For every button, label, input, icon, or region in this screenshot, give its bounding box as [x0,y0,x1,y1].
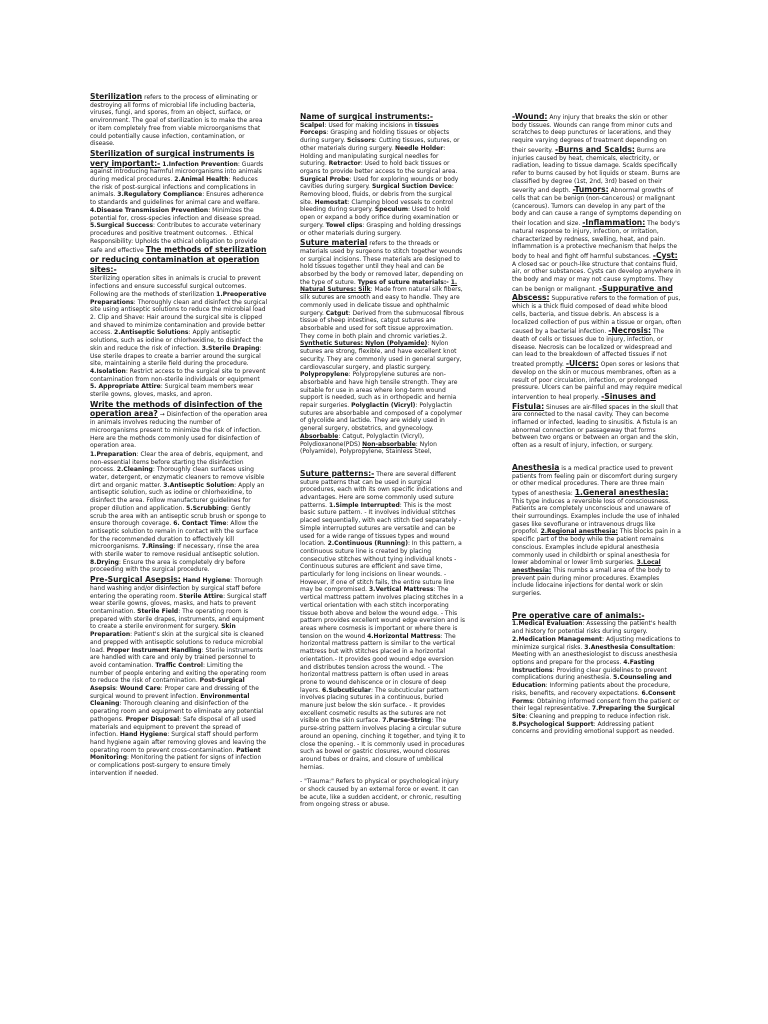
term: 6. Contact Time [173,520,227,528]
text: : Minimizes the potential for, cross-species infection and disease spread. [90,206,261,222]
text: refers to the threads or materials used by surgeons to stitch together wounds or surgical incisions. These materials are designed to hold tissues together until they heal and can be absorbed by the body or removed later, depending on the type of suture. [300,240,464,286]
text: refers to the process of eliminating or destroying all forms of microbial life including bacteria, viruses, fungi, and spores, from an object, surface, or environment. The goal of sterilization is to make the area or item completely free from viable microorganisms that could potentially cause infection, contamination, or disease. [90,94,263,148]
heading-inflammation: -Inflammation: [582,218,646,228]
term: 8.Drying [90,558,119,566]
text: : Restrict access to the surgical site to prevent contamination from non-sterile individuals or equipment [90,367,266,383]
paragraph-suture-patterns [300,469,466,771]
text: - "Trauma:" Refers to physical or psychological injury or shock caused by an external force or event. It can be acute, like a sudden accident, or chronic, resulting from ongoing stress or abuse. [300,778,462,809]
term: 6.Subcuticular [322,686,372,694]
text: : Surgical staff should perform hand hygiene again after removing gloves and leaving the operating room to prevent cross-contamination. [90,731,267,754]
term: 3.Vertical Mattress [368,586,434,594]
text: : Apply an antiseptic solution, such as iodine or chlorhexidine, to disinfect the area. Follow manufacturer guidelines for proper dilution and application. [90,481,265,512]
term: Environmental Cleaning [90,692,250,708]
text: is a medical practice used to prevent patients from feeling pain or discomfort during surgery or other medical procedures. There are three main types of anesthesia: [512,464,678,497]
text: A closed sac or pouch-like structure that contains fluid, air, or other substances. Cysts can develop anywhere in the body and may or may not cause symptoms. They can be benign or malignant. [512,260,681,293]
text: : Nylon (Polyamide), Polypropylene, Stainless Steel, [300,440,437,456]
column-middle [300,112,466,882]
heading-sinuses: -Sinuses and Fistula: [512,391,656,411]
term: 2.Antiseptic Solutions [114,329,189,337]
text: : Reduces the risk of post-surgical infections and complications in animals. [90,176,258,199]
text: : Surgical team members wear sterile gowns, gloves, masks, and apron. [90,383,254,399]
text: This blocks pain in a specific part of the body while the patient remains conscious. Examples include epidural anesthesia commonly used in childbirth or spinal anesthesia for lower abdominal or lower limb surgeries. [512,528,681,567]
term: Scalpel [300,121,325,129]
text: : The vertical mattress pattern involves placing stitches in a vertical orientation with each stitch incorporating tissue both above and below the wound edge. - This pattern provides excellent wound edge eversion and is areas where cosmesis is important or where there is tension on the wound [300,586,465,640]
term: 3.Regulatory Compliance [117,191,203,199]
text: : Use sterile drapes to create a barrier around the surgical site, maintaining a sterile field during the procedure. [90,344,262,368]
term: 3.Anesthesia Consultation [584,643,674,651]
text: : Used to hold open or expand a body orifice during examination or surgery. [300,206,459,229]
term: Surgical Probe [300,175,350,183]
term: 6.Consent Forms [512,689,676,705]
term: Scissors [347,137,375,145]
paragraph-disinfection [90,400,268,450]
term: 7.Purse-String [382,717,432,725]
heading-cyst: -Cyst: [652,250,678,260]
text: Abnormal growths of cells that can be benign (non-cancerous) or malignant (cancerous). Tumors can develop in any part of the body and can cause a range of symptoms depending on their location and size. [512,187,682,228]
term: Patient Monitoring [90,746,261,762]
text: : Gently scrub the area with an antiseptic scrub brush or sponge to ensure thorough coverage. [90,504,267,528]
term: 5. Appropriate Attire [90,383,161,391]
text: : Safe disposal of all used materials and equipment to prevent the spread of infection. [90,715,256,739]
text: : Grasping and holding tissues or objects during surgery. [300,129,450,145]
term: 3.Antiseptic Solution [163,481,235,489]
text: : Nylon sutures are strong, flexible, and have excellent knot security. They are commonly used in general surgery, cardiovascular surgery, and plastic surgery. [300,340,462,371]
text: : Adjusting medications to minimize surgical risks. [512,635,681,651]
heading-burns: -Burns and Scalds: [554,144,635,154]
paragraph-asepsis [90,575,268,777]
paragraph-preoperative-care [512,611,682,736]
text: There are several different suture patterns that can be used in surgical procedures, each with its own specific indications and advantages. Here are some commonly used suture patterns. [300,470,463,509]
text: : [115,685,120,693]
term: 1.Simple Interrupted [329,501,400,509]
text: : Catgut, Polyglactin (Vicryl), Polydioxanone(PDS) [300,432,424,448]
term: Skin Preparation [90,623,236,639]
term: 1.Medical Evaluation [512,620,583,628]
heading-anesthesia: Anesthesia [512,462,560,472]
text: Sinuses are air-filled spaces in the skull that are connected to the nasal cavity. They can become inflamed or infected, leading to sinusitis. A fistula is an abnormal connection or passageway that forms between two organs or between an organ and the skin, often as a result of injury, infection, or surgery. [512,403,679,450]
paragraph-sterilization [90,92,268,148]
term: 2.Continuous (Running) [327,540,408,548]
text: : Thorough hand washing and/or disinfection by surgical staff before entering the operating room. [90,577,263,600]
text: : Patient's skin at the surgical site is cleaned and prepped with antiseptic solutions to reduce microbial load. [90,631,264,654]
text: : Clear the area of debris, equipment, and non-essential items before starting the disinfection process. [90,450,263,474]
text: : Assessing the patient's health and history for potential risks during surgery. [512,620,677,636]
paragraph-wound-types [512,112,682,450]
term: Needle Holder [395,144,444,152]
text: : Polypropylene sutures are non-absorbable and have high tensile strength. They are suitable for use in areas where long-term wound support is needed, such as in orthopedic and hernia repair surgeries. [300,371,458,410]
heading-preoperative-care: Pre operative care of animals:- [512,610,645,620]
text: : This is the most basic suture pattern. - It involves individual stitches placed sequentially, with each stitch tied separately - Simple interrupted sutures are versatile and can be used for a wide range of tissues types and wound location. [300,501,461,548]
term: Wound Care [119,685,161,693]
text: The body's natural response to injury, infection, or irritation, characterized by redness, swelling, heat, and pain. Inflammation is a protective mechanism that helps the body to heal and fight off harmful substances. [512,220,680,260]
term: Polypropylene [300,371,349,379]
term: Hand Hygiene [119,731,168,739]
text: This numbs a small area of the body to prevent pain during minor procedures. Examples include lidocaine injections for dental work or skin surgeries. [512,566,671,598]
text: Disinfection of the operation area in animals involves reducing the number of microorganisms present to minimize the risk of infection. Here are the methods commonly used for disinfection of operation area. [90,411,268,450]
heading-wound: -Wound: [512,112,548,121]
text: : Holding and manipulating surgical needles for suturing. [300,144,446,168]
term: 4.Isolation [90,367,126,375]
term: Sterile Attire [179,592,224,600]
text: : Used for exploring wounds or body cavities during surgery. [300,175,459,191]
text: : Removing blood, fluids, or debris from the surgical site. [300,183,454,206]
paragraph-disinfection-steps [90,451,268,574]
term: 2.Medication Management [512,635,603,643]
heading-methods: The methods of sterilization or reducing contamination at operation sites:- [90,245,267,274]
term: 1.Preparation [90,450,137,458]
text: Any injury that breaks the skin or other body tissues. Wounds can range from minor cuts and scratches to deep punctures or lacerations, and they require varying degrees of treatment depending on their severity. [512,114,673,154]
text: Sterilizing operation sites in animals is crucial to prevent infections and ensure successful surgical outcomes. Following are the methods of sterilization [90,275,261,298]
term: 5.Counseling and Education [512,674,672,690]
text: : Surgical staff wear sterile gowns, gloves, masks, and hats to prevent contamination. [90,592,267,615]
term: Traffic Control [155,661,203,669]
text: : Apply antiseptic solutions, such as iodine or chlorhexidine, to disinfect the skin and reduce the risk of infection. [90,329,264,352]
term: Speculum [374,206,408,214]
text: : Made from natural silk fibers, silk sutures are smooth and easy to handle. They are commonly used in delicate tissue and ophthalmic surgery. [300,286,463,317]
heading-suture-material: Suture material [300,238,368,248]
paragraph-suture-material [300,238,466,456]
text: : Derived from the submucosal fibrous tissue of sheep intestines, catgut sutures are absorbable and used for soft tissue approximation. They come in both plain and chromic varieties.2. [300,309,464,340]
term: Post-Surgical Asepsis [90,677,245,693]
text: : Guards against introducing harmful microorganisms into animals during medical procedures. [90,160,264,184]
heading-asepsis: Pre-Surgical Asepsis: [90,575,181,585]
term: Catgut [325,309,349,317]
heading-necrosis: -Necrosis: [608,326,652,336]
text: : Used to hold back tissues or organs to provide better access to the surgical area. [300,160,458,175]
term: 4.Disease Transmission Prevention [90,206,209,214]
term: Hemostat [314,198,348,206]
text: : The horizontal mattress pattern is similar to the vertical mattress but with stitches placed in a horizontal orientation.- It provides good wound edge eversion and distributes tension across the wound. - The horizontal mattress pattern is often used in areas prone to wound dehiscence or in closure of deep layers. [300,632,456,694]
heading-sterilization: Sterilization [90,92,143,101]
paragraph-importance [90,149,268,275]
term: 4.Horizontal Mattress [367,632,441,640]
term: Sterile Field [137,608,179,615]
paragraph-anesthesia [512,463,682,598]
term: 2.Cleaning [116,466,153,474]
term: 5.Surgical Success [90,222,154,230]
term: Absorbable [300,432,339,440]
heading-importance: Sterilization of surgical instruments is very important:- [90,148,255,168]
term: 2.Animal Health [174,176,229,184]
term: Types of suture materials:- [357,278,449,286]
text: : Thorough cleaning and disinfection of the operating room and equipment to eliminate any potential pathogens. [90,700,264,723]
text: : Contributes to accurate veterinary procedures and positive treatment outcomes. . Ethical Responsibility: Upholds the ethical obligation to provide safe and effective [90,222,261,255]
text: : Limiting the number of people entering and exiting the operating room to reduce the risk of contamination. [90,661,267,685]
text: : If necessary, rinse the area with sterile water to remove residual antiseptic solution. [90,543,260,559]
term: 4.Fasting Instructions [512,659,655,674]
heading-suture-patterns: Suture patterns:- [300,468,375,478]
text: Suppurative refers to the formation of pus, which is a thick fluid composed of dead white blood cells, bacteria, and tissue debris. An abscess is a localized collection of pus within a tissue or organ, often caused by a bacterial infection. [512,295,682,336]
heading-regional-anesthesia: 2.Regional anesthesia: [540,528,618,536]
term: Retractor [328,160,361,168]
term: 7.Rinsing [141,543,174,551]
text: : Providing clear guidelines to prevent complications during anesthesia. [512,666,667,682]
term: 1.Infection Prevention [162,160,238,168]
spacer [512,451,682,463]
text: This type induces a reversible loss of consciousness. Patients are completely unconscious and unaware of their surroundings. Examples include the use of inhaled gases like sevoflurane or intravenous drugs like propofol. [512,497,680,536]
term: 8.Psychological Support [512,720,594,728]
text: : Ensures adherence to standards and guidelines for animal care and welfare. [90,191,264,207]
column-left [90,92,268,924]
paragraph-trauma [300,778,466,809]
text: : Used for making incisions in [324,121,413,129]
term: tissues Forceps [300,121,439,137]
term: 7.Preparing the Surgical Site [512,705,675,720]
heading-disinfection: Write the methods of disinfection of the operation area? [90,399,263,419]
term: Proper Instrument Handling [106,646,202,654]
text: : Cleaning and prepping to reduce infection risk. [525,712,671,720]
spacer [300,457,466,469]
text: Open sores or lesions that develop on the skin or mucous membranes, often as a result of poor circulation, infection, or prolonged pressure. Ulcers can be painful and may require medical intervention to heal properly. [512,361,682,401]
text: : The operating room is prepared with sterile drapes, instruments, and equipment to create a sterile environment for surgery. [90,608,265,631]
heading-ulcers: -Ulcers: [565,359,599,369]
term: Towel clips [325,221,363,229]
paragraph-instruments [300,112,466,237]
heading-local-anesthesia: 3.Local anesthesia: [512,559,661,574]
text: : The subcuticular pattern involves placing sutures in a continuous, buried manure just below the skin surface. - It provides excellent cosmetic results as the sutures are not visible on the skin surface. [300,686,449,725]
term: 3.Sterile Draping [201,344,260,352]
text: Burns are injuries caused by heat, chemicals, electricity, or radiation, leading to tissue damage. Scalds specifically refer to burns caused by hot liquids or steam. Burns are classified by degree (1st, 2nd, 3rd) based on their severity and depth. [512,146,681,195]
arrow-icon: → [159,411,165,419]
heading-tumors: -Tumors: [572,185,609,195]
term: Proper Disposal [125,715,180,723]
text: : Informing patients about the procedure, risks, benefits, and recovery expectations. [512,682,670,697]
text: : Obtaining informed consent from the patient or their legal representative. [512,697,680,713]
text: : Meeting with an anesthesiologist to discuss anesthesia options and prepare for the process. [512,643,678,666]
term: Synthetic Sutures: Nylon (Polyamide) [300,340,428,348]
text: : Grasping and holding dressings or other materials during surgery. [300,221,462,237]
text: : Cutting tissues, sutures, or other materials during surgery. [300,137,460,152]
column-right [512,112,682,832]
text: : Addressing patient concerns and providing emotional support as needed. [512,720,675,736]
text: : Thoroughly clean and disinfect the surgical site using antiseptic solutions to reduce the microbial load 2. Clip and Shave: Hair around the surgical site is clipped and shaved to minimize contamination and provide better access. [90,298,268,337]
text: : Monitoring the patient for signs of infection or complications post-surgery to ensure timely intervention if needed. [90,754,262,777]
term: Polyglactin (Vicryl) [351,402,416,410]
text: : The purse-string pattern involves placing a circular suture around an opening, cinching it together, and tying it to close the opening. - It is commonly used in procedures such as bowel or gastric closures, wound closures around tubes or drains, and closure of umbilical hernias. [300,717,466,771]
term: Surgical Suction Device [371,183,452,191]
text: : Proper care and dressing of the surgical wound to prevent infection. [90,685,259,700]
text: : Thoroughly clean surfaces using water, detergent, or enzymatic cleaners to remove visible dirt and organic matter. [90,466,265,489]
term: 1. Natural Sutures: Silk [300,278,458,294]
text: : Polyglactin sutures are absorbable and composed of a copolymer of glycolide and lactide. They are widely used in general surgery, obstetrics, and gynecology. [300,402,463,433]
heading-suppurative: -Suppurative and Abscess: [512,283,673,303]
term: 1.Preoperative Preparations [90,290,267,306]
spacer [512,599,682,611]
text: : In this pattern, a continuous suture line is created by placing consecutive stitches without tying individual knots - Continuous sutures are efficient and save time, particularly for long incisions on linear wounds. - However, if one of stitch fails, the entire suture line may be compromised. [300,540,462,594]
text: : Allow the antiseptic solution to remain in contact with the surface for the recommended duration to effectively kill microorganisms. [90,520,259,551]
term: Hand Hygiene [182,577,231,585]
text: The death of cells or tissues due to injury, infection, or disease. Necrosis can be localized or widespread and can lead to the breakdown of affected tissues if not treated promptly. [512,328,672,369]
heading-instruments: Name of surgical instruments:- [300,112,434,121]
term: Non-absorbable [362,440,416,448]
term: 5.Scrubbing [186,504,227,512]
text: : Clamping blood vessels to control bleeding during surgery. [300,198,453,214]
paragraph-methods [90,275,268,398]
heading-general-anesthesia: 1.General anesthesia: [574,487,669,497]
text: : Sterile instruments are handled with care and only by trained personnel to avoid contamination. [90,646,263,669]
text: : Ensure the area is completely dry before proceeding with the surgical procedure. [90,558,246,574]
